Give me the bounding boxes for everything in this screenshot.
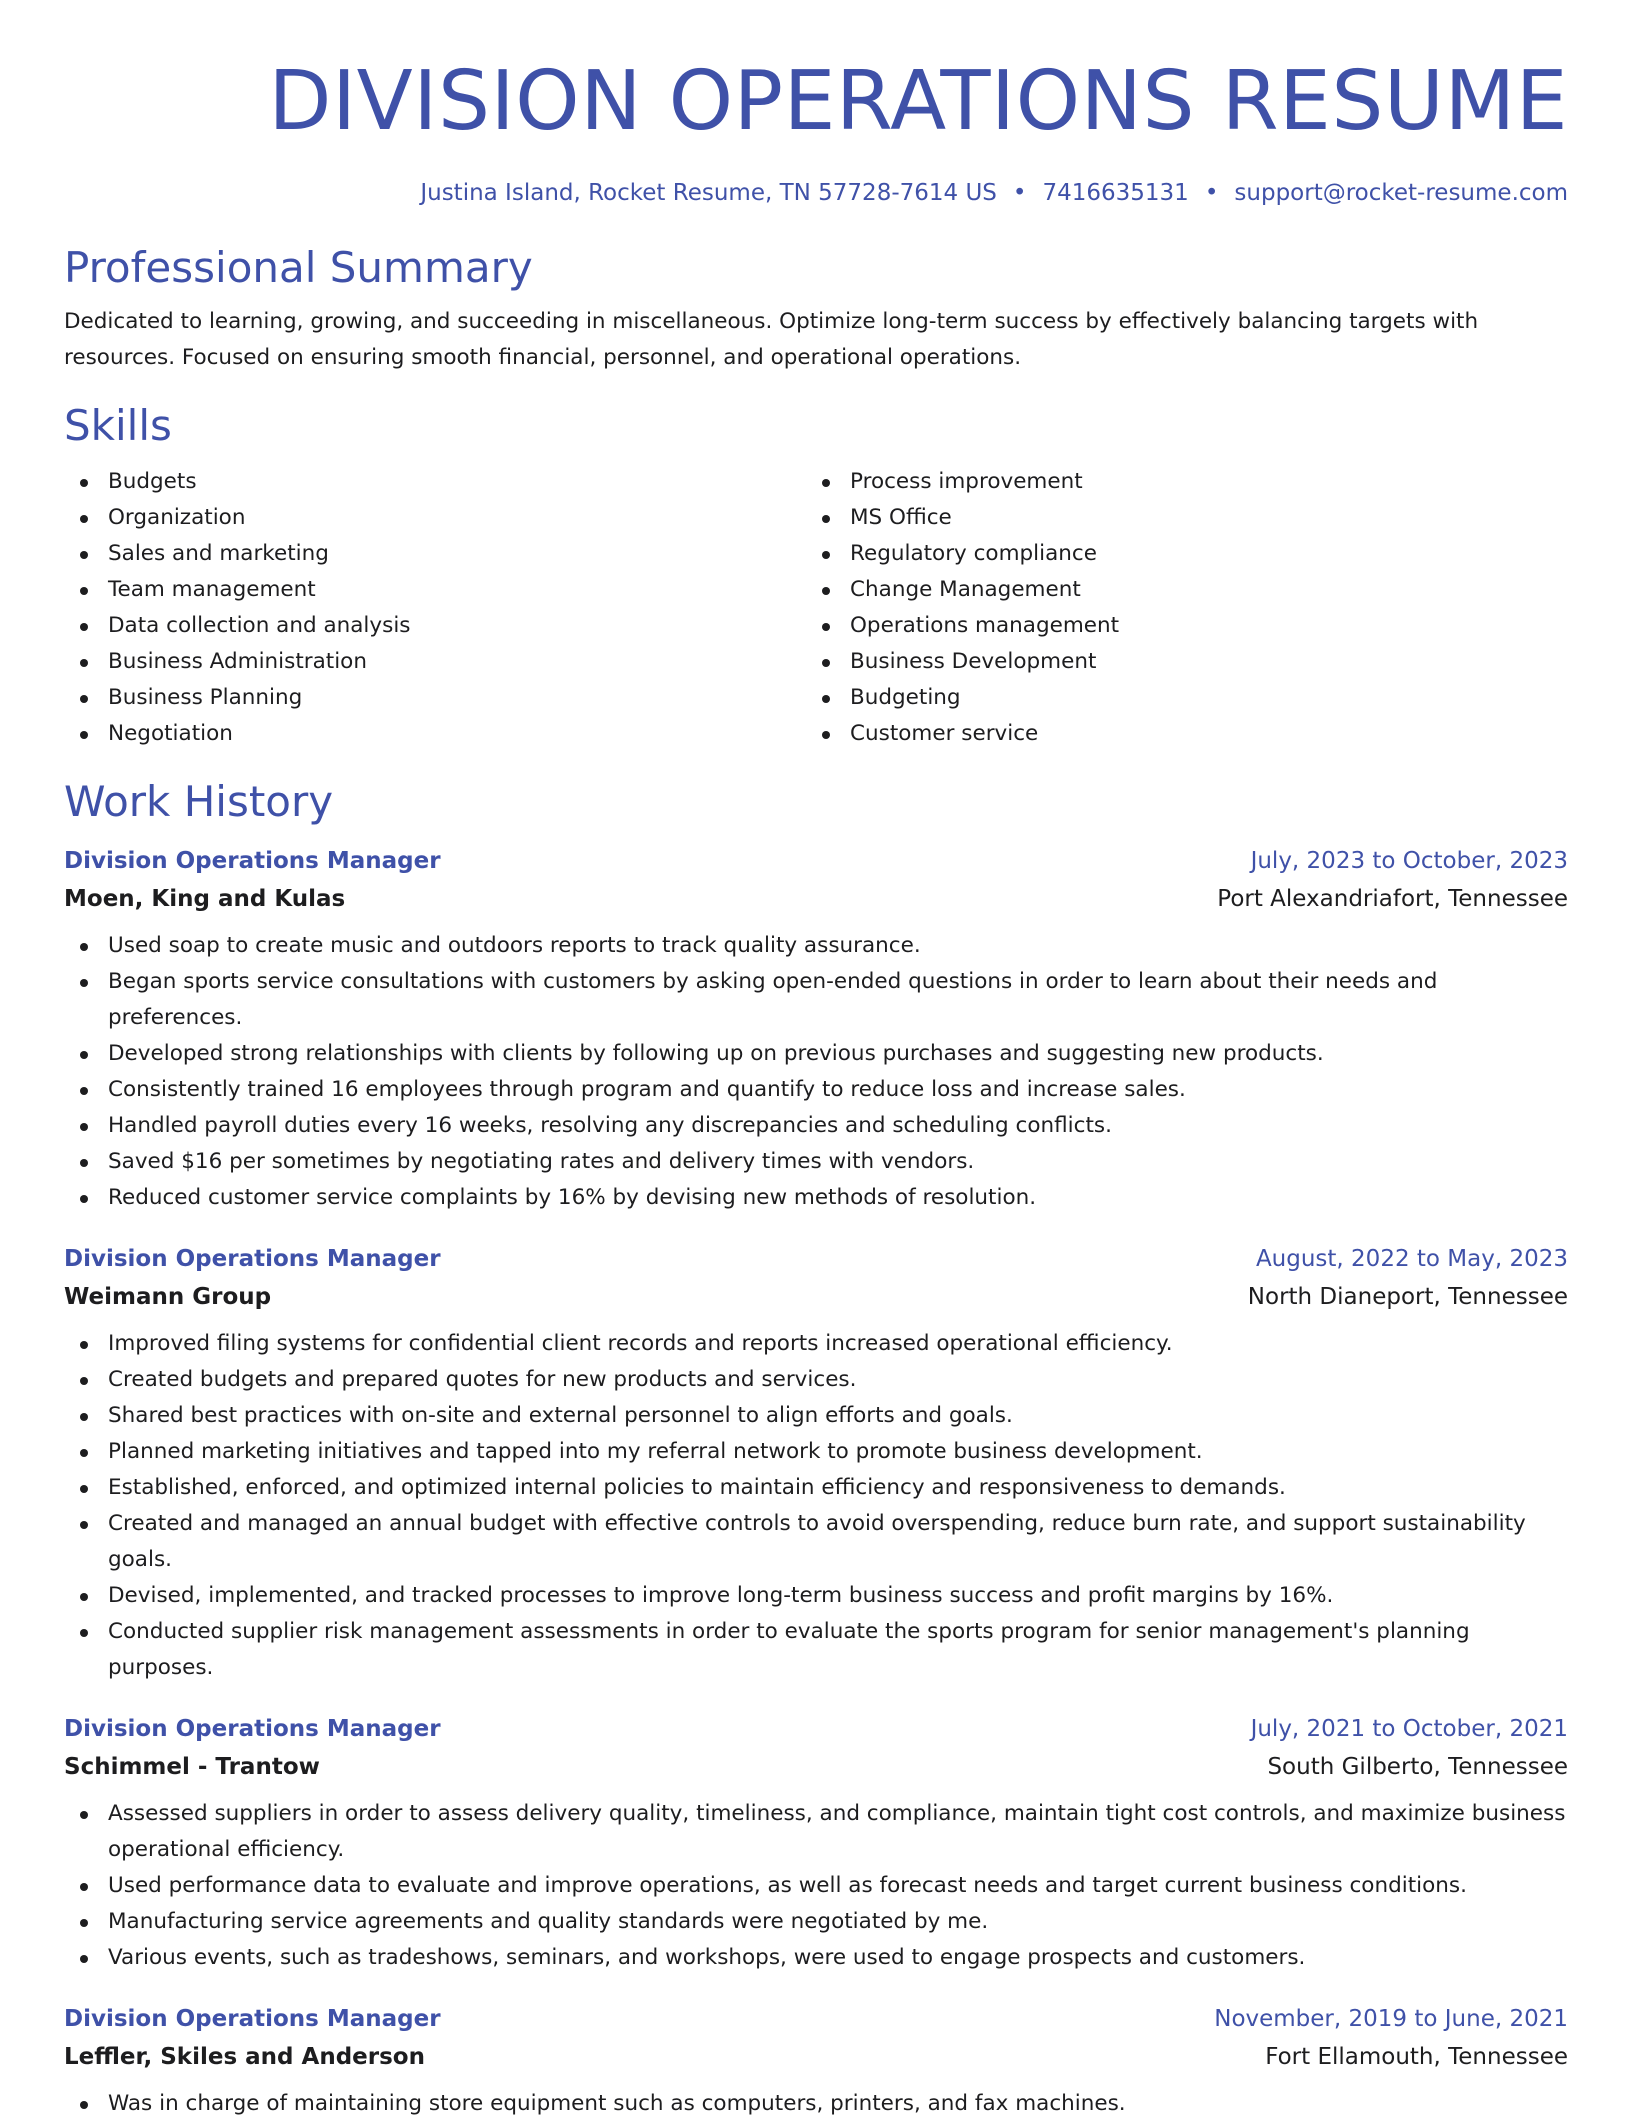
job-dates: November, 2019 to June, 2021: [1214, 2006, 1568, 2032]
job-duty: Handled payroll duties every 16 weeks, resolving any discrepancies and scheduling conflicts.: [64, 1108, 1568, 1144]
skill-item: Business Planning: [64, 680, 806, 716]
job-duty: Created and managed an annual budget with effective controls to avoid overspending, reduce burn rate, and support sustainability goals.: [64, 1506, 1568, 1578]
job-title-row: [64, 1710, 1568, 1748]
job-dates: August, 2022 to May, 2023: [1255, 1246, 1568, 1272]
skills-list: [64, 464, 1568, 752]
job-company: Leffler, Skiles and Anderson: [64, 2044, 425, 2070]
skills-column-right: [806, 464, 1119, 752]
job-duty: Consistently trained 16 employees through program and quantify to reduce loss and increase sales.: [64, 1072, 1568, 1108]
job-duty: Began sports service consultations with customers by asking open-ended questions in order to learn about their needs and preferences.: [64, 964, 1568, 1036]
job-title: Division Operations Manager: [64, 1716, 441, 1742]
contact-separator: •: [1204, 180, 1219, 206]
job-duty: Was in charge of maintaining store equipment such as computers, printers, and fax machines.: [64, 2086, 1568, 2122]
job-location: Port Alexandriafort, Tennessee: [1217, 886, 1568, 912]
job-entry: [64, 2000, 1568, 2122]
summary-text: Dedicated to learning, growing, and succeeding in miscellaneous. Optimize long-term success by effectively balancing targets with resources. Focused on ensuring smooth financial, personnel, and operational operations.: [64, 309, 1479, 370]
job-location: South Gilberto, Tennessee: [1267, 1754, 1568, 1780]
job-duties: [64, 2086, 1568, 2122]
skills-column-left: [64, 464, 806, 752]
skill-item: Customer service: [806, 716, 1119, 752]
job-duties: [64, 928, 1568, 1216]
contact-phone: 7416635131: [1042, 180, 1189, 206]
job-duties: [64, 1796, 1568, 1976]
job-company: Moen, King and Kulas: [64, 886, 346, 912]
skill-item: Regulatory compliance: [806, 536, 1119, 572]
skill-item: Sales and marketing: [64, 536, 806, 572]
skill-item: Business Development: [806, 644, 1119, 680]
job-dates: July, 2021 to October, 2021: [1250, 1716, 1568, 1742]
job-duty: Conducted supplier risk management assessments in order to evaluate the sports program for senior management's planning purposes.: [64, 1614, 1568, 1686]
job-entry: [64, 1240, 1568, 1686]
job-location: North Dianeport, Tennessee: [1247, 1284, 1568, 1310]
skill-item: Budgets: [64, 464, 806, 500]
skill-item: Budgeting: [806, 680, 1119, 716]
contact-line: [64, 178, 1568, 208]
skills-heading: Skills: [64, 401, 172, 450]
job-duty: Improved filing systems for confidential client records and reports increased operational efficiency.: [64, 1326, 1568, 1362]
job-title: Division Operations Manager: [64, 848, 441, 874]
contact-address: Justina Island, Rocket Resume, TN 57728-7614 US: [420, 180, 997, 206]
job-company-row: [64, 2038, 1568, 2076]
job-duty: Created budgets and prepared quotes for new products and services.: [64, 1362, 1568, 1398]
job-title-row: [64, 842, 1568, 880]
contact-separator: •: [1012, 180, 1027, 206]
job-title: Division Operations Manager: [64, 1246, 441, 1272]
skill-item: Operations management: [806, 608, 1119, 644]
job-dates: July, 2023 to October, 2023: [1250, 848, 1568, 874]
job-duty: Reduced customer service complaints by 16% by devising new methods of resolution.: [64, 1180, 1568, 1216]
resume-page: [64, 0, 1568, 2122]
job-entry: [64, 842, 1568, 1216]
job-title-row: [64, 1240, 1568, 1278]
skill-item: Negotiation: [64, 716, 806, 752]
job-duty: Saved $16 per sometimes by negotiating rates and delivery times with vendors.: [64, 1144, 1568, 1180]
job-company: Schimmel - Trantow: [64, 1754, 320, 1780]
job-company: Weimann Group: [64, 1284, 272, 1310]
job-duty: Devised, implemented, and tracked processes to improve long-term business success and profit margins by 16%.: [64, 1578, 1568, 1614]
skill-item: Change Management: [806, 572, 1119, 608]
contact-email: support@rocket-resume.com: [1234, 180, 1568, 206]
skill-item: Process improvement: [806, 464, 1119, 500]
skill-item: Business Administration: [64, 644, 806, 680]
job-duty: Planned marketing initiatives and tapped into my referral network to promote business development.: [64, 1434, 1568, 1470]
job-duty: Assessed suppliers in order to assess delivery quality, timeliness, and compliance, maintain tight cost controls, and maximize business operational efficiency.: [64, 1796, 1568, 1868]
job-duties: [64, 1326, 1568, 1686]
job-title: Division Operations Manager: [64, 2006, 441, 2032]
job-duty: Developed strong relationships with clients by following up on previous purchases and suggesting new products.: [64, 1036, 1568, 1072]
job-company-row: [64, 880, 1568, 918]
job-duty: Various events, such as tradeshows, seminars, and workshops, were used to engage prospects and customers.: [64, 1940, 1568, 1976]
job-duty: Used performance data to evaluate and improve operations, as well as forecast needs and target current business conditions.: [64, 1868, 1568, 1904]
summary-heading: Professional Summary: [64, 243, 533, 292]
work-history-heading: Work History: [64, 777, 334, 826]
job-title-row: [64, 2000, 1568, 2038]
job-duty: Established, enforced, and optimized internal policies to maintain efficiency and responsiveness to demands.: [64, 1470, 1568, 1506]
job-duty: Manufacturing service agreements and quality standards were negotiated by me.: [64, 1904, 1568, 1940]
skill-item: Team management: [64, 572, 806, 608]
job-entry: [64, 1710, 1568, 1976]
resume-title: DIVISION OPERATIONS RESUME: [268, 54, 1568, 149]
job-duty: Used soap to create music and outdoors reports to track quality assurance.: [64, 928, 1568, 964]
job-company-row: [64, 1748, 1568, 1786]
skill-item: MS Office: [806, 500, 1119, 536]
skill-item: Organization: [64, 500, 806, 536]
skill-item: Data collection and analysis: [64, 608, 806, 644]
job-location: Fort Ellamouth, Tennessee: [1265, 2044, 1568, 2070]
job-duty: Shared best practices with on-site and external personnel to align efforts and goals.: [64, 1398, 1568, 1434]
job-company-row: [64, 1278, 1568, 1316]
